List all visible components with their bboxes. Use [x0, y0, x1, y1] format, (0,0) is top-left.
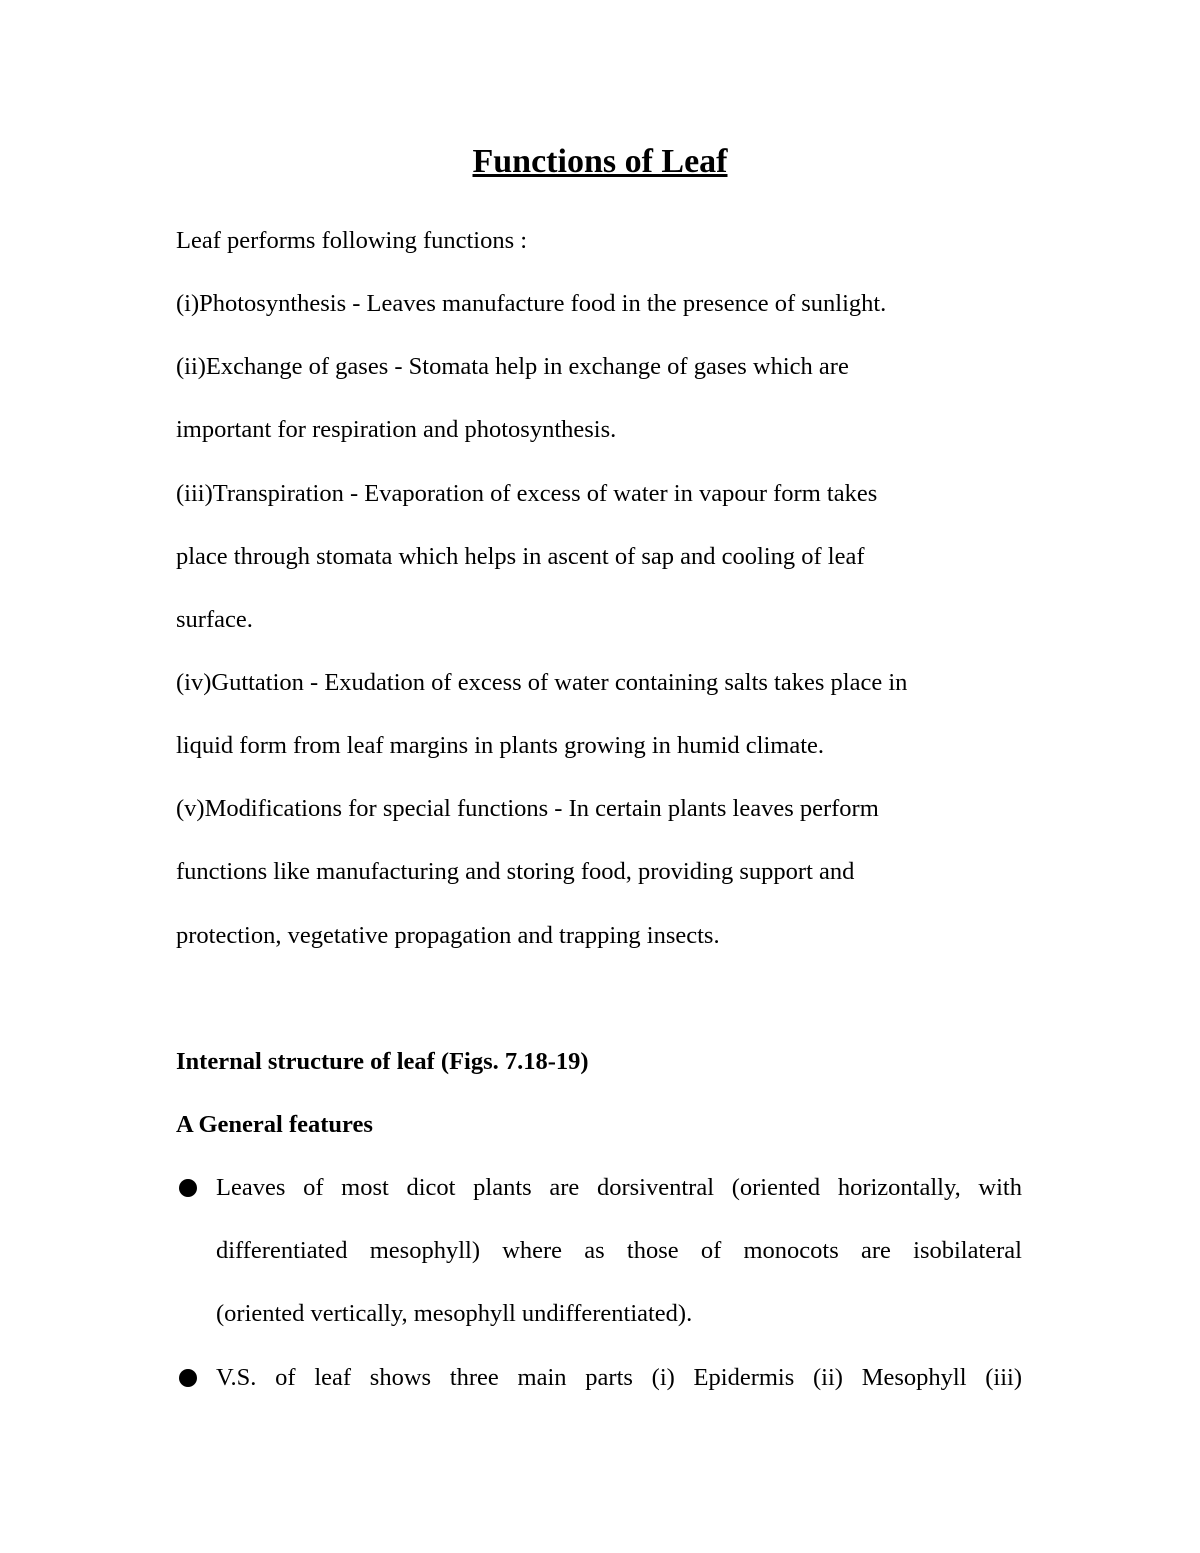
- page-title: Functions of Leaf: [472, 143, 728, 180]
- function-line-10: functions like manufacturing and storing food, providing support and: [176, 858, 855, 885]
- bullet-1-line-1: Leaves of most dicot plants are dorsiventral (oriented horizontally, with: [216, 1174, 1022, 1201]
- function-line-5: place through stomata which helps in ascent of sap and cooling of leaf: [176, 543, 865, 570]
- function-line-4: (iii)Transpiration - Evaporation of excess of water in vapour form takes: [176, 480, 878, 507]
- function-line-11: protection, vegetative propagation and trapping insects.: [176, 922, 720, 949]
- function-line-2: (ii)Exchange of gases - Stomata help in exchange of gases which are: [176, 353, 849, 380]
- bullet-2-line-1: V.S. of leaf shows three main parts (i) Epidermis (ii) Mesophyll (iii): [216, 1364, 1022, 1391]
- intro-text: Leaf performs following functions :: [176, 227, 528, 254]
- function-line-6: surface.: [176, 606, 253, 633]
- bullet-dot-1: [179, 1179, 197, 1197]
- bullet-dot-2: [179, 1369, 197, 1387]
- function-line-9: (v)Modifications for special functions - In certain plants leaves perform: [176, 795, 879, 822]
- bullet-1-line-2: differentiated mesophyll) where as those of monocots are isobilateral: [216, 1237, 1022, 1264]
- function-line-1: (i)Photosynthesis - Leaves manufacture food in the presence of sunlight.: [176, 290, 887, 317]
- function-line-3: important for respiration and photosynthesis.: [176, 416, 617, 443]
- subheading: A General features: [176, 1111, 373, 1138]
- function-line-7: (iv)Guttation - Exudation of excess of water containing salts takes place in: [176, 669, 908, 696]
- function-line-8: liquid form from leaf margins in plants growing in humid climate.: [176, 732, 825, 759]
- bullet-1-line-3: (oriented vertically, mesophyll undifferentiated).: [216, 1300, 693, 1327]
- section-heading: Internal structure of leaf (Figs. 7.18-19): [176, 1048, 589, 1075]
